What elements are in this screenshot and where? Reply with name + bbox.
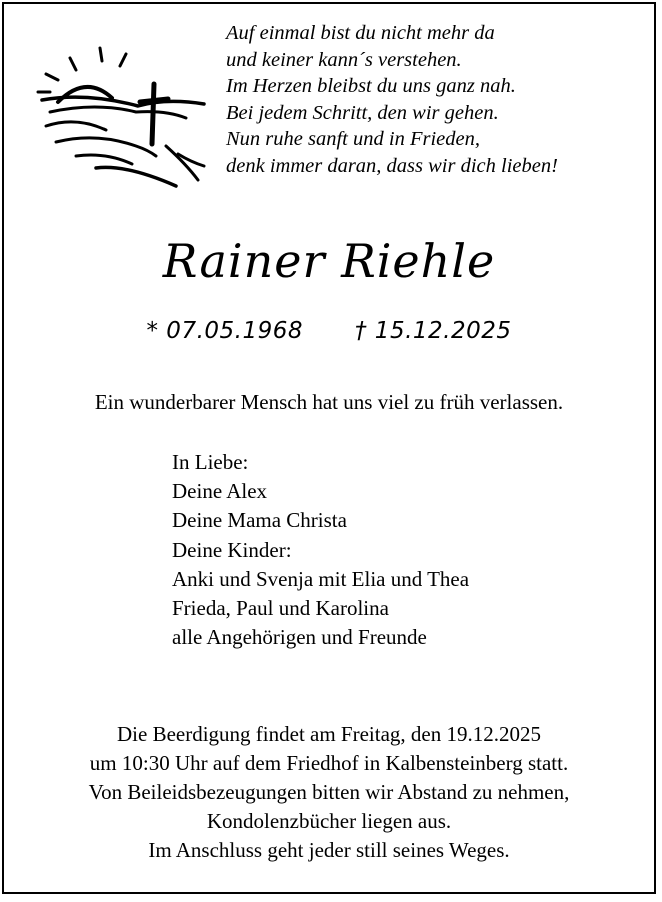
mourner-line: Anki und Svenja mit Elia und Thea (172, 566, 470, 591)
poem-line: Bei jedem Schritt, den wir gehen. (226, 101, 499, 124)
life-dates (4, 318, 654, 344)
funeral-line: um 10:30 Uhr auf dem Friedhof in Kalbensteinberg statt. (89, 751, 569, 775)
poem-line: Auf einmal bist du nicht mehr da (226, 22, 495, 44)
mourner-line: In Liebe: (172, 450, 249, 474)
birth-date: * 07.05.1968 (146, 318, 303, 344)
mourner-line: Deine Kinder: (172, 537, 292, 562)
mourner-line: Deine Mama Christa (172, 508, 347, 533)
funeral-line: Im Anschluss geht jeder still seines Weges. (148, 838, 510, 862)
mourner-line: Deine Alex (172, 479, 268, 504)
mourner-line: Frieda, Paul und Karolina (172, 596, 389, 621)
funeral-details (4, 720, 654, 865)
poem-line: Nun ruhe sanft und in Frieden, (226, 128, 480, 151)
tagline: Ein wunderbarer Mensch hat uns viel zu früh verlassen. (94, 390, 564, 414)
funeral-line: Kondolenzbücher liegen aus. (206, 809, 452, 833)
poem-line: Im Herzen bleibst du uns ganz nah. (226, 75, 516, 98)
funeral-line: Von Beileidsbezeugungen bitten wir Abstand zu nehmen, (88, 780, 570, 804)
sunrise-hill-cross-icon (36, 46, 206, 196)
deceased-name: Rainer Riehle (162, 234, 496, 288)
mourner-line: alle Angehörigen und Freunde (172, 625, 427, 650)
poem-line: denk immer daran, dass wir dich lieben! (226, 154, 558, 177)
death-date: † 15.12.2025 (355, 318, 512, 344)
poem-line: und keiner kann´s verstehen. (226, 48, 462, 71)
poem (226, 20, 558, 180)
obituary-notice (2, 2, 656, 894)
mourners-list (172, 448, 469, 652)
funeral-line: Die Beerdigung findet am Freitag, den 19.12.2025 (117, 722, 541, 746)
